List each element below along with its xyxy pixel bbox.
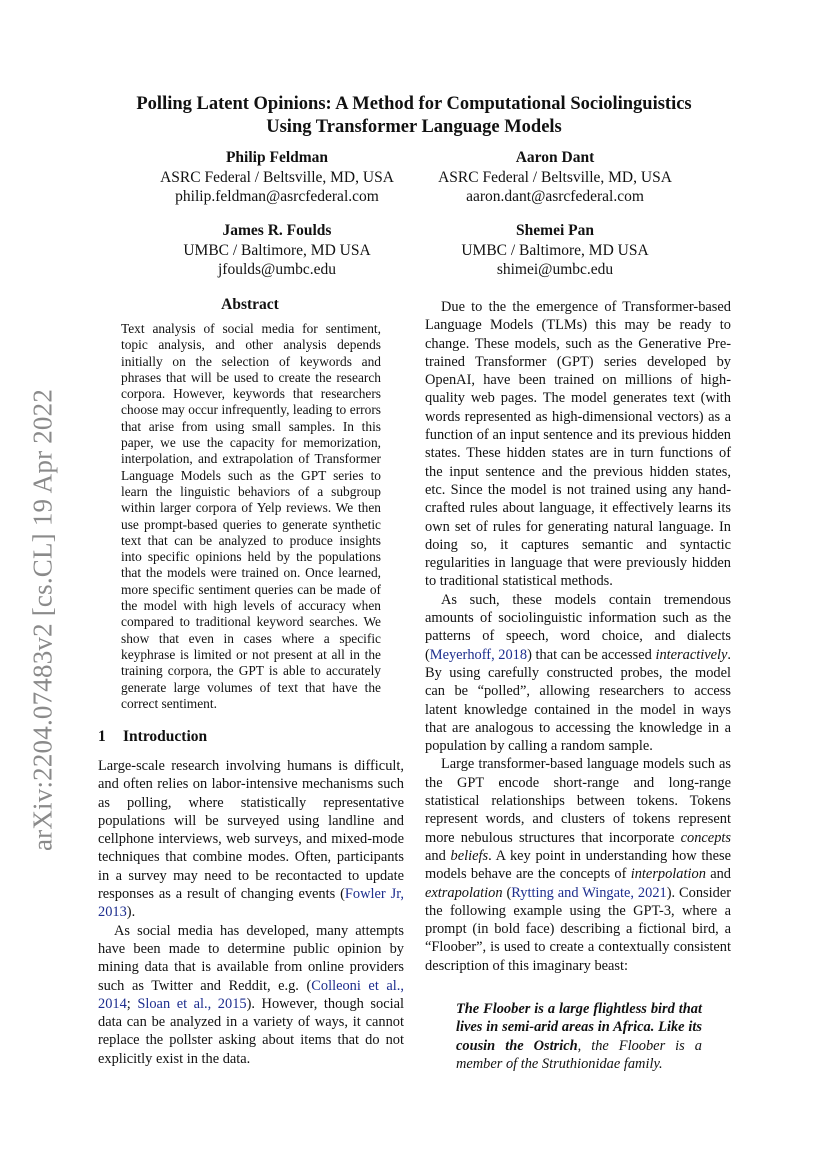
emphasis: concepts (680, 829, 731, 846)
arxiv-identifier: arXiv:2204.07483v2 [cs.CL] 19 Apr 2022 (27, 388, 58, 852)
text-run: As social media has developed, many attempts have been made to determine public opinion by mining data that is available from online providers such as Twitter and Reddit, e.g. ( (98, 922, 404, 994)
emphasis: extrapolation (425, 884, 503, 901)
paper-title (96, 93, 732, 139)
left-column-text (98, 757, 404, 1068)
author-affiliation: UMBC / Baltimore, MD USA (461, 241, 649, 259)
paragraph (98, 922, 404, 1068)
title-line-1: Polling Latent Opinions: A Method for Computational Sociolinguistics (136, 94, 692, 114)
text-run: and (425, 847, 451, 864)
author-email: philip.feldman@asrcfederal.com (175, 188, 379, 205)
example-quote (456, 1000, 702, 1073)
right-column-text (425, 298, 731, 975)
author-affiliation: ASRC Federal / Beltsville, MD, USA (438, 168, 672, 186)
arxiv-side-stamp (18, 360, 68, 880)
text-run: ). However, though social data can be analyzed in a variety of ways, it cannot replace the pollster asking about items that do not explicitly exist in the data. (98, 995, 404, 1067)
author-block (420, 148, 690, 207)
text-run: Large transformer-based language models such as the GPT encode short-range and long-range statistical relationships between tokens. Tokens represent words, and clusters of tokens represent more nebulous structures that incorporate (425, 756, 731, 846)
author-name: Philip Feldman (225, 149, 329, 166)
citation-link[interactable]: Rytting and Wingate, 2021 (511, 884, 667, 901)
author-affiliation: ASRC Federal / Beltsville, MD, USA (160, 168, 394, 186)
citation-link[interactable]: Sloan et al., 2015 (137, 995, 247, 1012)
text-run: Large-scale research involving humans is difficult, and often relies on labor-intensive mechanisms such as polling, where statistically representative populations will be surveyed using landline and cellphone interviews, web surveys, and mixed-mode techniques that combine modes. Often, participants in a survey may need to be recontacted to update responses as a result of changing events ( (98, 758, 404, 903)
author-email: jfoulds@umbc.edu (217, 261, 337, 278)
section-number: 1 (98, 728, 106, 745)
text-run: As such, these models contain tremendous amounts of sociolinguistic information such as the patterns of speech, word choice, and dialects ( (425, 591, 731, 663)
author-affiliation: UMBC / Baltimore, MD USA (183, 241, 371, 259)
text-run: . By using carefully constructed probes, the model can be “polled”, allowing researchers to access latent knowledge contained in the model in ways that are analogous to accessing the knowledge in a population by calling a random sample. (425, 646, 731, 755)
text-run: . A key point in understanding how these models behave are the concepts of (425, 847, 731, 883)
title-line-2: Using Transformer Language Models (266, 117, 562, 137)
text-run: ) that can be accessed (527, 646, 656, 663)
author-name: Aaron Dant (515, 149, 595, 166)
quote-prompt-bold: The Floober is a large flightless bird that lives in semi-arid areas in Africa. Like its cousin the Ostrich (456, 1001, 702, 1054)
author-block (140, 148, 414, 207)
paragraph (425, 755, 731, 975)
section-heading (98, 728, 207, 746)
paragraph: Due to the the emergence of Transformer-based Language Models (TLMs) this may be ready to change. These models, such as the Generative Pre-trained Transformer (GPT) series developed by OpenAI, have been trained on millions of high-quality web pages. The model generates text (with words represented as high-dimensional vectors) as a function of an input sentence and its previous hidden states. These hidden states are in turn functions of the input sentence and the previous hidden states, etc. Since the model is not trained using any hand-crafted rules about language, it effectively learns its own set of rules for generating natural language. In doing so, it captures semantic and syntactic regularities in language that were previously hidden to traditional statistical methods. (425, 299, 731, 590)
emphasis: interactively (655, 646, 728, 663)
emphasis: interpolation (630, 866, 706, 883)
paragraph (98, 757, 404, 922)
author-block (140, 221, 414, 280)
citation-link[interactable]: Fowler Jr, 2013 (98, 886, 405, 921)
text-run: and (705, 866, 731, 883)
author-name: James R. Foulds (222, 222, 332, 239)
text-run: ). Consider the following example using the GPT-3, where a prompt (in bold face) describing a fictional bird, a “Floober”, is used to create a contextually consistent description of this imaginary beast: (425, 884, 731, 974)
paragraph (425, 591, 731, 756)
abstract-heading: Abstract (221, 296, 279, 313)
text-run: ; (126, 995, 138, 1012)
author-email: aaron.dant@asrcfederal.com (466, 188, 644, 205)
author-email: shimei@umbc.edu (496, 261, 614, 278)
author-name: Shemei Pan (516, 222, 594, 239)
section-title: Introduction (123, 728, 208, 745)
emphasis: beliefs (450, 847, 489, 864)
quote-generated: , the Floober is a member of the Struthionidae family. (456, 1037, 702, 1072)
author-block (420, 221, 690, 280)
text-run: ( (502, 884, 512, 901)
text-run: ). (126, 904, 136, 921)
abstract-text: Text analysis of social media for sentiment, topic analysis, and other analysis depends initially on the selection of keywords and phrases that will be used to create the research corpora. However, keywords that researchers choose may occur infrequently, leading to errors that arise from using small samples. In this paper, we use the capacity for memorization, interpolation, and extrapolation of Transformer Language Models such as the GPT series to learn the linguistic behaviors of a subgroup within larger corpora of Yelp reviews. We then use prompt-based queries to generate synthetic text that can be analyzed to produce insights into specific opinions held by the populations that the models were trained on. Once learned, more specific sentiment queries can be made of the model with high levels of accuracy when compared to traditional keyword searches. We show that even in cases where a specific keyphrase is limited or not present at all in the training corpora, the GPT is able to accurately generate large volumes of text that have the correct sentiment. (121, 321, 381, 711)
citation-link[interactable]: Colleoni et al., 2014 (98, 977, 404, 1012)
citation-link[interactable]: Meyerhoff, 2018 (429, 646, 528, 663)
